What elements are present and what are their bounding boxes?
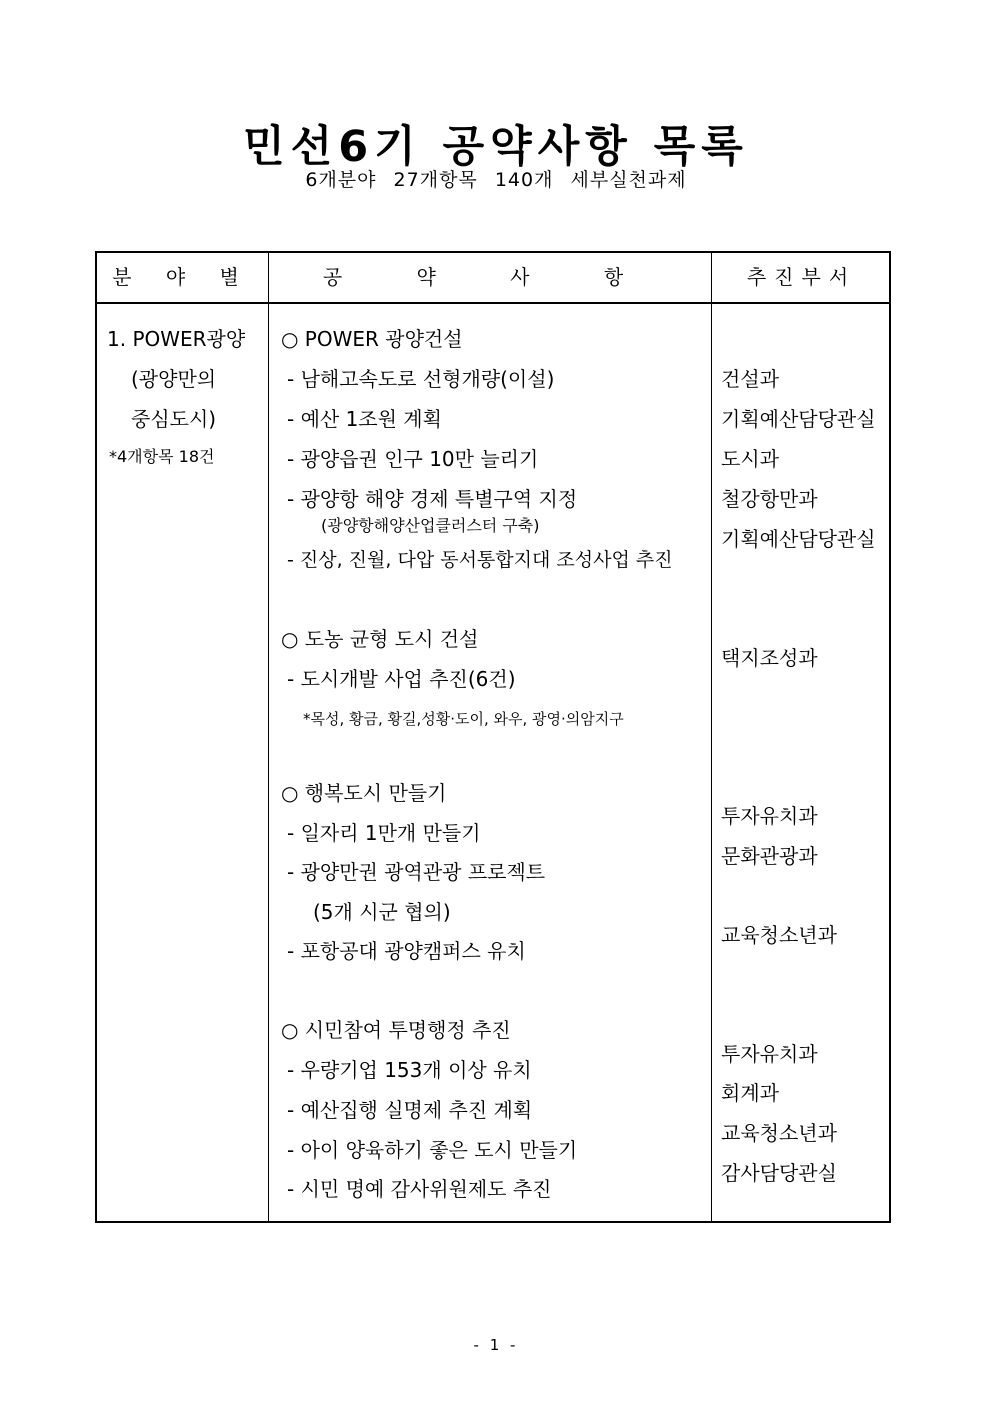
group-heading: ○ 도농 균형 도시 건설 [281, 627, 479, 651]
group-item-note: *목성, 황금, 황길,성황·도이, 와우, 광영·의암지구 [303, 710, 624, 728]
department: 도시과 [721, 447, 779, 471]
group-item: - 포항공대 광양캠퍼스 유치 [287, 939, 526, 963]
header-divider [97, 302, 889, 304]
group-item: - 일자리 1만개 만들기 [287, 821, 481, 845]
group-heading: ○ POWER 광양건설 [281, 327, 463, 351]
group-item: - 도시개발 사업 추진(6건) [287, 667, 516, 691]
page-number: - 1 - [473, 1336, 519, 1354]
pledge-table [95, 251, 891, 1223]
header-pledge: 공 약 사 항 [322, 265, 658, 289]
group-item: - 예산 1조원 계획 [287, 407, 442, 431]
group-item: - 남해고속도로 선형개량(이설) [287, 367, 555, 391]
department: 투자유치과 [721, 1042, 818, 1066]
department: 기획예산담당관실 [721, 527, 876, 551]
column-divider [268, 253, 269, 1221]
department: 택지조성과 [721, 646, 818, 670]
department: 감사담당관실 [721, 1161, 837, 1185]
header-department: 추진부서 [746, 265, 857, 289]
department: 교육청소년과 [721, 923, 837, 947]
group-item: - 광양항 해양 경제 특별구역 지정 [287, 487, 578, 511]
group-item: - 우량기업 153개 이상 유치 [287, 1058, 532, 1082]
group-heading: ○ 행복도시 만들기 [281, 781, 447, 805]
group-item: - 광양만권 광역관광 프로젝트 [287, 860, 546, 884]
group-item: - 아이 양육하기 좋은 도시 만들기 [287, 1138, 578, 1162]
category-note: *4개항목 18건 [109, 447, 215, 466]
group-item-sub: (광양항해양산업클러스터 구축) [321, 516, 540, 535]
group-heading: ○ 시민참여 투명행정 추진 [281, 1018, 511, 1042]
group-item: - 시민 명예 감사위원제도 추진 [287, 1177, 552, 1201]
department: 건설과 [721, 367, 779, 391]
group-item: - 광양읍권 인구 10만 늘리기 [287, 447, 539, 471]
group-item-sub: (5개 시군 협의) [313, 900, 451, 924]
department: 문화관광과 [721, 844, 818, 868]
group-item: - 진상, 진월, 다압 동서통합지대 조성사업 추진 [287, 549, 673, 571]
department: 철강항만과 [721, 487, 818, 511]
category-desc-line2: 중심도시) [131, 407, 217, 431]
category-name: 1. POWER광양 [107, 327, 246, 351]
department: 투자유치과 [721, 804, 818, 828]
department: 기획예산담당관실 [721, 407, 876, 431]
department: 교육청소년과 [721, 1121, 837, 1145]
header-category: 분 야 별 [112, 265, 253, 289]
category-desc-line1: (광양만의 [131, 367, 217, 391]
column-divider [711, 253, 712, 1221]
document-title: 민선6기 공약사항 목록 [243, 122, 749, 172]
document-subtitle: 6개분야 27개항목 140개 세부실천과제 [305, 169, 687, 191]
group-item: - 예산집행 실명제 추진 계획 [287, 1098, 533, 1122]
department: 회계과 [721, 1081, 779, 1105]
